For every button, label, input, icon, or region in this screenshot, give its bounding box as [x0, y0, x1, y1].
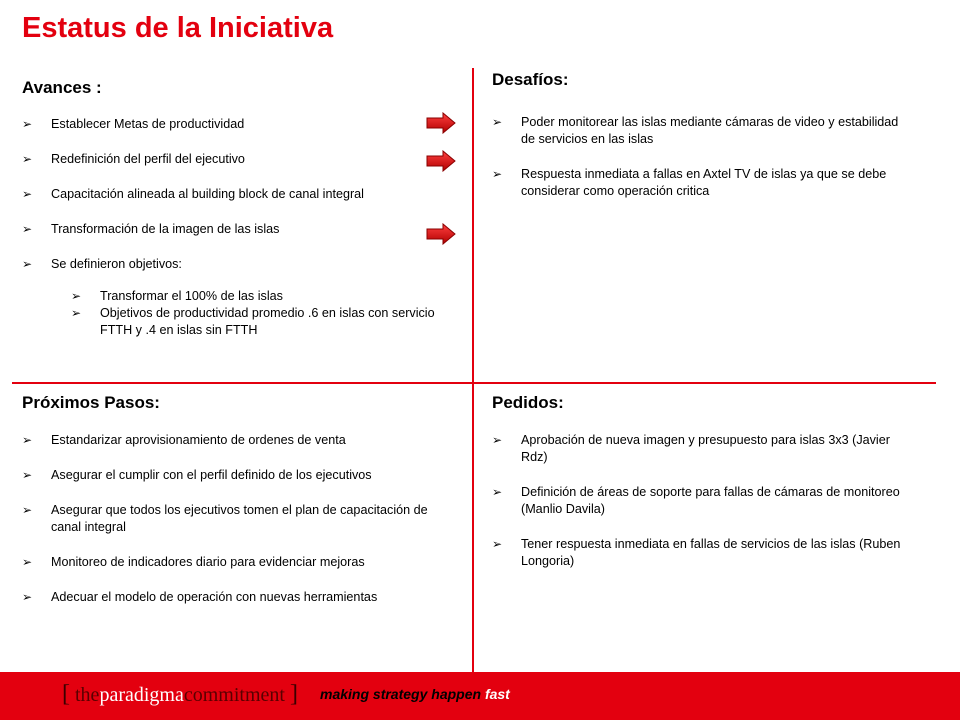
list-subitem: ➢ Transformar el 100% de las islas — [22, 288, 452, 305]
brand-logo: [ theparadigmacommitment ] — [62, 681, 298, 707]
avances-heading: Avances : — [22, 78, 102, 97]
horizontal-divider — [12, 382, 936, 384]
proximos-list — [22, 432, 452, 606]
list-item: ➢ Asegurar que todos los ejecutivos tomen el plan de capacitación de canal integral — [22, 502, 452, 536]
list-item: ➢ Redefinición del perfil del ejecutivo — [22, 151, 452, 168]
pedidos-list — [492, 432, 912, 570]
desafios-list — [492, 114, 912, 200]
tagline: making strategy happen fast — [320, 686, 510, 702]
list-item: ➢ Aprobación de nueva imagen y presupuesto para islas 3x3 (Javier Rdz) — [492, 432, 912, 466]
red-arrow-icon — [426, 112, 456, 134]
list-item: ➢ Adecuar el modelo de operación con nuevas herramientas — [22, 589, 452, 606]
desafios-heading: Desafíos: — [492, 70, 569, 89]
proximos-heading: Próximos Pasos: — [22, 393, 160, 412]
pedidos-heading: Pedidos: — [492, 393, 564, 412]
vertical-divider — [472, 68, 474, 672]
footer-bar — [0, 672, 960, 720]
list-item: ➢ Transformación de la imagen de las islas — [22, 221, 452, 238]
list-item: ➢ Capacitación alineada al building block de canal integral — [22, 186, 452, 203]
list-item: ➢ Monitoreo de indicadores diario para evidenciar mejoras — [22, 554, 452, 571]
avances-list — [22, 116, 452, 339]
list-item: ➢ Poder monitorear las islas mediante cámaras de video y estabilidad de servicios en las islas — [492, 114, 912, 148]
list-subitem: ➢ Objetivos de productividad promedio .6 en islas con servicio FTTH y .4 en islas sin FTTH — [22, 305, 452, 339]
list-item: ➢ Tener respuesta inmediata en fallas de servicios de las islas (Ruben Longoria) — [492, 536, 912, 570]
list-item: ➢ Establecer Metas de productividad — [22, 116, 452, 133]
red-arrow-icon — [426, 150, 456, 172]
red-arrow-icon — [426, 223, 456, 245]
list-item: ➢ Definición de áreas de soporte para fallas de cámaras de monitoreo (Manlio Davila) — [492, 484, 912, 518]
list-item: ➢ Asegurar el cumplir con el perfil definido de los ejecutivos — [22, 467, 452, 484]
list-item: ➢ Respuesta inmediata a fallas en Axtel TV de islas ya que se debe considerar como operación critica — [492, 166, 912, 200]
list-item: ➢ Estandarizar aprovisionamiento de ordenes de venta — [22, 432, 452, 449]
list-item: ➢ Se definieron objetivos: — [22, 256, 452, 273]
page-title: Estatus de la Iniciativa — [22, 12, 334, 44]
